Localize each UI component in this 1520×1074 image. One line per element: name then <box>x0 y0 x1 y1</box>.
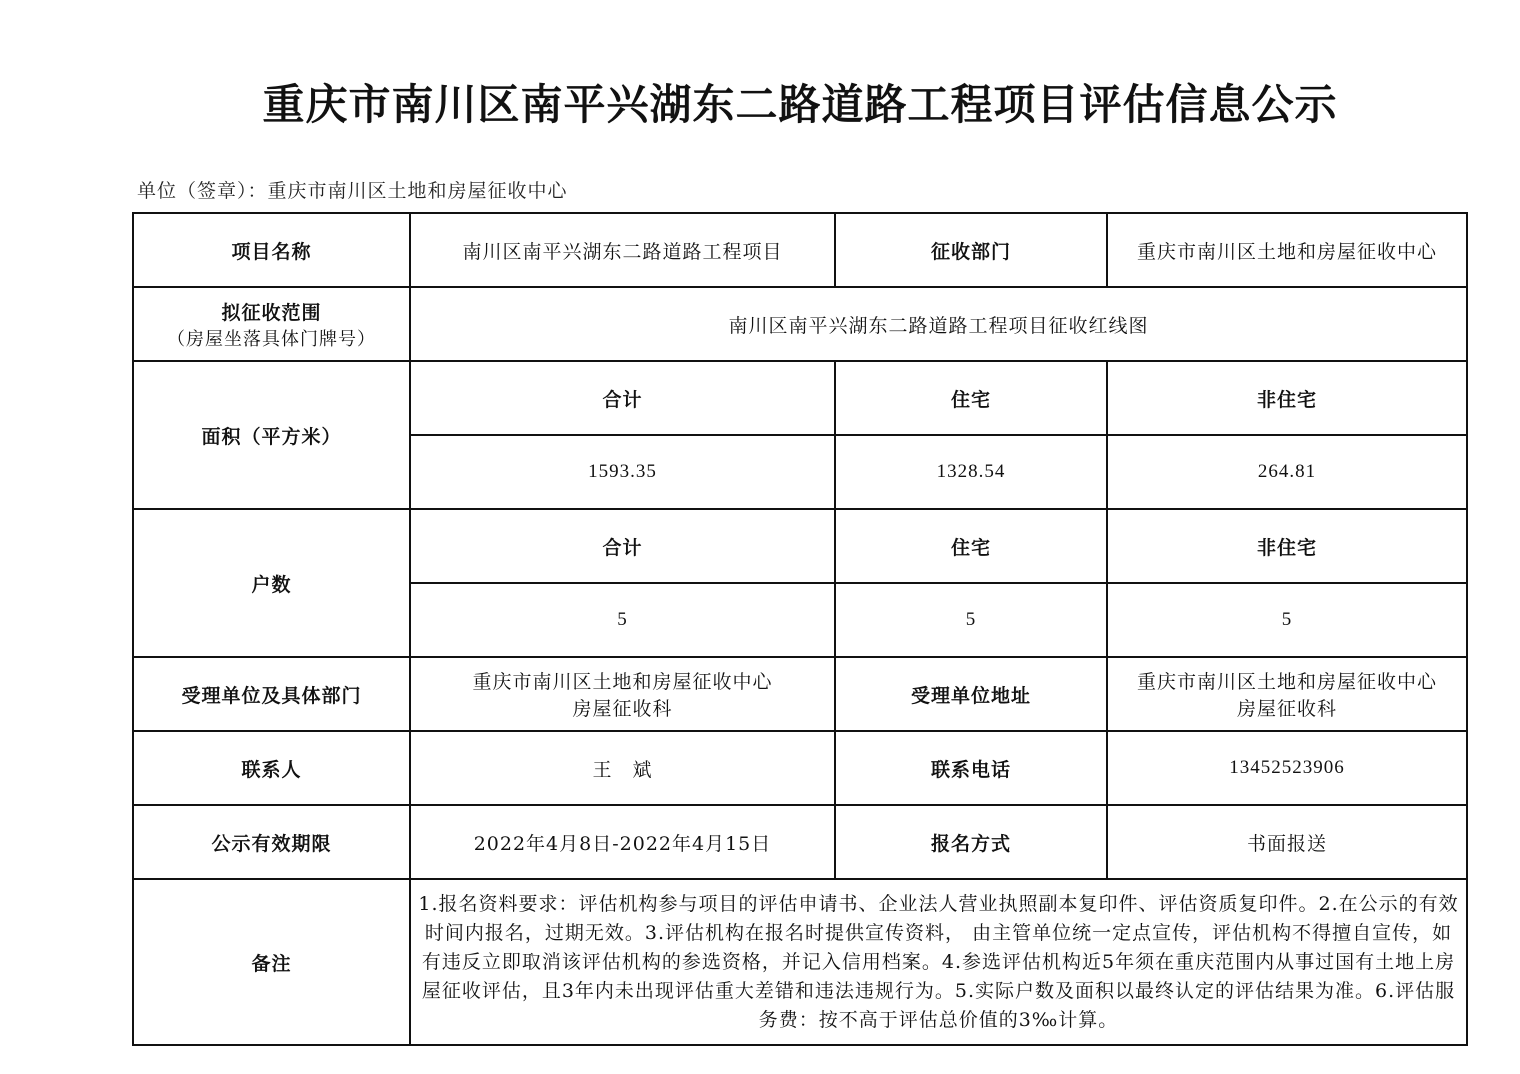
area-value-nonresidential: 264.81 <box>1107 435 1467 509</box>
row-area-headers <box>133 361 1467 435</box>
households-label: 户数 <box>133 509 410 657</box>
households-value-residential: 5 <box>835 583 1107 657</box>
scope-label: 拟征收范围 <box>221 301 322 324</box>
scope-label-cell <box>133 287 410 361</box>
accept-addr-value <box>1107 657 1467 731</box>
signup-label: 报名方式 <box>835 805 1107 879</box>
accept-unit-label: 受理单位及具体部门 <box>133 657 410 731</box>
accept-addr-line1: 重庆市南川区土地和房屋征收中心 <box>1136 671 1437 693</box>
dept-label: 征收部门 <box>835 213 1107 287</box>
project-name-label: 项目名称 <box>133 213 410 287</box>
contact-value: 王 斌 <box>410 731 835 805</box>
contact-label: 联系人 <box>133 731 410 805</box>
area-header-total: 合计 <box>410 361 835 435</box>
row-scope <box>133 287 1467 361</box>
accept-addr-line2: 房屋征收科 <box>1236 698 1337 720</box>
area-value-total: 1593.35 <box>410 435 835 509</box>
row-accept <box>133 657 1467 731</box>
row-contact <box>133 731 1467 805</box>
scope-value: 南川区南平兴湖东二路道路工程项目征收红线图 <box>410 287 1467 361</box>
scope-sublabel: （房屋坐落具体门牌号） <box>167 328 376 350</box>
area-header-nonresidential: 非住宅 <box>1107 361 1467 435</box>
accept-unit-line2: 房屋征收科 <box>572 698 673 720</box>
accept-unit-value <box>410 657 835 731</box>
accept-unit-line1: 重庆市南川区土地和房屋征收中心 <box>472 671 773 693</box>
row-period <box>133 805 1467 879</box>
remarks-label: 备注 <box>133 879 410 1045</box>
households-header-nonresidential: 非住宅 <box>1107 509 1467 583</box>
row-remarks <box>133 879 1467 1045</box>
households-header-total: 合计 <box>410 509 835 583</box>
page-title: 重庆市南川区南平兴湖东二路道路工程项目评估信息公示 <box>262 80 1338 129</box>
unit-signature-line: 单位（签章）：重庆市南川区土地和房屋征收中心 <box>137 180 568 202</box>
accept-addr-label: 受理单位地址 <box>835 657 1107 731</box>
row-households-headers <box>133 509 1467 583</box>
area-label: 面积（平方米） <box>133 361 410 509</box>
row-project <box>133 213 1467 287</box>
period-label: 公示有效期限 <box>133 805 410 879</box>
area-header-residential: 住宅 <box>835 361 1107 435</box>
dept-value: 重庆市南川区土地和房屋征收中心 <box>1107 213 1467 287</box>
households-value-total: 5 <box>410 583 835 657</box>
project-name-value: 南川区南平兴湖东二路道路工程项目 <box>410 213 835 287</box>
households-value-nonresidential: 5 <box>1107 583 1467 657</box>
households-header-residential: 住宅 <box>835 509 1107 583</box>
signup-value: 书面报送 <box>1107 805 1467 879</box>
phone-label: 联系电话 <box>835 731 1107 805</box>
remarks-value: 1.报名资料要求：评估机构参与项目的评估申请书、企业法人营业执照副本复印件、评估资质复印件。2.在公示的有效时间内报名，过期无效。3.评估机构在报名时提供宣传资料， 由主管单位统一定点宣传，评估机构不得擅自宣传，如有违反立即取消该评估机构的参选资格，并记入信用档案。4.参选评估机构近5年须在重庆范围内从事过国有土地上房屋征收评估，且3年内未出现评估重大差错和违法违规行为。5.实际户数及面积以最终认定的评估结果为准。6.评估服务费：按不高于评估总价值的3‰计算。 <box>410 879 1467 1045</box>
period-value: 2022年4月8日-2022年4月15日 <box>410 805 835 879</box>
info-table <box>132 212 1468 1046</box>
area-value-residential: 1328.54 <box>835 435 1107 509</box>
phone-value: 13452523906 <box>1107 731 1467 805</box>
